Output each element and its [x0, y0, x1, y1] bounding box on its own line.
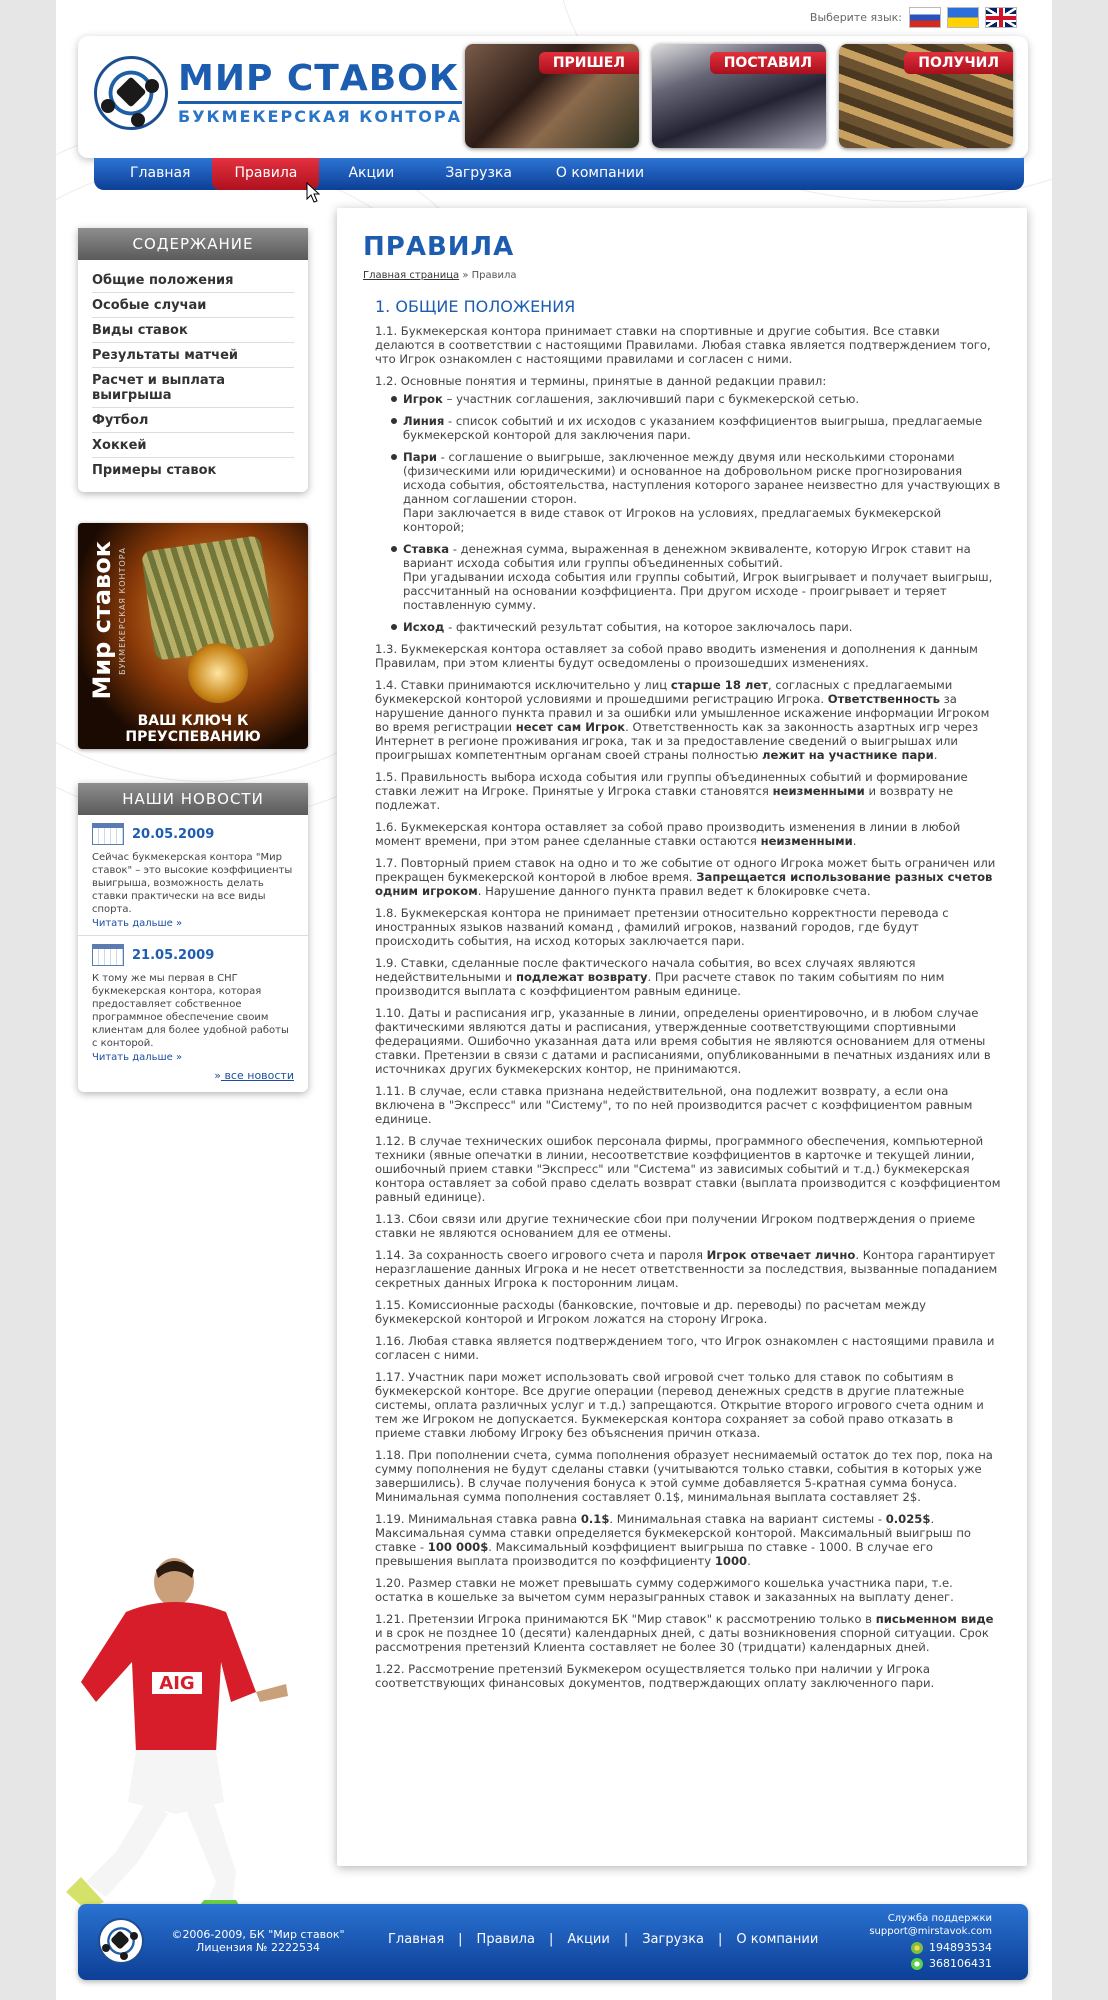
language-label: Выберите язык:: [809, 11, 902, 24]
breadcrumb: [363, 270, 1001, 281]
rule-1-12: 1.12. В случае технических ошибок персонала фирмы, программного обеспечения, компьютерной техники (явные опечатки в линии, несоответствие коэффициентов в карточке и текущей линии, ошибочный прием ставки "Экспресс" или "Система" из зависимых событий и т.д.) букмекерская контора оставляет за собой право сделать возврат ставки (выплата производится с коэффициентом равный единице).: [375, 1134, 1001, 1204]
calendar-icon: [92, 944, 124, 966]
rule-1-14: 1.14. За сохранность своего игрового счета и пароля Игрок отвечает лично. Контора гарантирует неразглашение данных Игрока и не несет ответственности за последствия, вызванные попаданием секретных данных Игрока к посторонним лицам.: [375, 1248, 998, 1290]
support-info: [863, 1912, 992, 1970]
license-text: Лицензия № 2222534: [196, 1941, 320, 1954]
rule-1-20: 1.20. Размер ставки не может превышать сумму содержимого кошелька участника пари, т.е. остатка в кошельке за вычетом сумм неразыгранных ставок и заказанных на выплату денег.: [375, 1576, 954, 1604]
copyright: [168, 1928, 348, 1954]
page-title: ПРАВИЛА: [363, 232, 515, 262]
nav-item-promos[interactable]: Акции: [348, 165, 395, 181]
rule-1-4: 1.4. Ставки принимаются исключительно у лиц старше 18 лет, согласных с предлагаемыми букмекерской конторой условиями и прошедшими регистрацию Игрока. Ответственность за нарушение данного пункта правил и за ошибки или умышленное искажение информации Игроком во время регистрации несет сам Игрок. Ответственность как за законность азартных игр через Интернет в регионе проживания игрока, так и за предоставление сведений о выигрышах или проигрышах компетентным органам своей страны полностью лежит на участнике пари.: [375, 678, 990, 762]
term-name: Исход: [403, 620, 445, 634]
term-name: Пари: [403, 450, 437, 464]
term-item: [403, 620, 1001, 634]
rule-1-5: 1.5. Правильность выбора исхода события или группы объединенных событий и формирование ставки лежит на Игроке. Принятые у Игрока ставки становятся неизменными и возврату не подлежат.: [375, 770, 968, 812]
header: [78, 36, 1028, 158]
soccer-ball-icon: [94, 56, 168, 130]
icq-number[interactable]: 368106431: [929, 1957, 992, 1970]
news-item: [78, 815, 308, 936]
toc-box: [78, 228, 308, 492]
rules-text: [375, 324, 1001, 1690]
news-date: 20.05.2009: [132, 826, 215, 842]
ua-flag-icon[interactable]: [948, 8, 978, 27]
toc-title: СОДЕРЖАНИЕ: [78, 228, 308, 260]
support-email[interactable]: support@mirstavok.com: [869, 1926, 992, 1937]
news-item: [78, 936, 308, 1069]
footer-link-about[interactable]: О компании: [736, 1932, 819, 1947]
rule-1-22: 1.22. Рассмотрение претензий Букмекером осуществляется только при наличии у Игрока соответствующих финансовых документов, подтверждающих оплату заключенного пари.: [375, 1662, 935, 1690]
toc-item[interactable]: Футбол: [92, 408, 294, 433]
promo-vertical-title: Мир ставок: [88, 541, 116, 700]
footer-link-promos[interactable]: Акции: [567, 1932, 610, 1947]
logo-title: МИР СТАВОК: [178, 57, 460, 99]
rule-1-1: 1.1. Букмекерская контора принимает ставки на спортивные и другие события. Все ставки делаются в соответствии с настоящими Правилами. Любая ставка является подтверждением того, что Игрок ознакомлен с настоящими правилами и согласен с ними.: [375, 324, 991, 366]
term-item: [403, 414, 1001, 442]
nav-item-home[interactable]: Главная: [130, 165, 191, 181]
banner-label: ПОСТАВИЛ: [710, 52, 826, 74]
term-item: [403, 450, 1001, 534]
page: [56, 0, 1052, 2000]
all-news-link[interactable]: все новости: [224, 1069, 294, 1082]
rule-1-21: 1.21. Претензии Игрока принимаются БК "Мир ставок" к рассмотрению только в письменном виде и в срок не позднее 10 (десяти) календарных дней, с даты возникновения спорной ситуации. Срок рассмотрения претензий Клиента составляет не более 30 (тридцати) календарных дней.: [375, 1612, 994, 1654]
promo-caption: ВАШ КЛЮЧ К ПРЕУСПЕВАНИЮ: [125, 713, 261, 745]
toc-item[interactable]: Результаты матчей: [92, 343, 294, 368]
section-title: 1. ОБЩИЕ ПОЛОЖЕНИЯ: [375, 297, 576, 316]
toc-item[interactable]: Примеры ставок: [92, 463, 217, 478]
money-stack-icon: [141, 535, 275, 661]
breadcrumb-home-link[interactable]: Главная страница: [363, 270, 460, 281]
banner-came[interactable]: [465, 44, 639, 148]
rule-1-8: 1.8. Букмекерская контора не принимает претензии относительно корректности перевода с иностранных языков названий команд , фамилий игроков, названий городов, где будут происходить события, на исход которых заключается пари.: [375, 906, 949, 948]
news-text: Сейчас букмекерская контора "Мир ставок" – это высокие коэффициенты выигрыша, возможность делать ставки практически на все виды спорта.: [92, 852, 293, 915]
rule-1-6: 1.6. Букмекерская контора оставляет за собой право производить изменения в линии в любой момент времени, при этом ранее сделанные ставки остаются неизменными.: [375, 820, 961, 848]
nav-item-about[interactable]: О компании: [555, 165, 645, 181]
rule-1-18: 1.18. При пополнении счета, сумма пополнения образует неснимаемый остаток до тех пор, пока на сумму пополнения не будут сделаны ставки (учитываются только ставки, события в которых уже завершились). В случае получения бонуса к этой сумме добавляется 5-кратная сумма бонуса. Минимальная сумма пополнения составляет 0.1$, минимальная выплата составляет 2$.: [375, 1448, 993, 1504]
rule-1-16: 1.16. Любая ставка является подтверждением того, что Игрок ознакомлен с настоящими правила и согласен с ними.: [375, 1334, 995, 1362]
icq-flower-icon: [911, 1958, 923, 1970]
language-selector: [810, 8, 1016, 27]
term-item: [403, 392, 1001, 406]
toc-item[interactable]: Общие положения: [92, 268, 294, 293]
main-nav: [94, 158, 1024, 190]
term-def: - список событий и их исходов с указанием коэффициентов выигрыша, предлагаемые букмекерской конторой для заключения пари.: [403, 414, 983, 442]
footer-link-rules[interactable]: Правила: [476, 1932, 535, 1947]
icq-flower-icon: [911, 1942, 923, 1954]
news-date: 21.05.2009: [132, 947, 215, 963]
logo[interactable]: [94, 56, 462, 130]
rule-1-3: 1.3. Букмекерская контора оставляет за собой право вводить изменения и дополнения к данным Правилам, при этом клиенты будут осведомлены о произошедших изменениях.: [375, 642, 978, 670]
breadcrumb-current: Правила: [471, 270, 517, 281]
rule-1-10: 1.10. Даты и расписания игр, указанные в линии, определены ориентировочно, и в любом случае фактическими являются даты и расписания, утвержденные соответствующими спортивными федерациями. Ошибочно указанная дата или время события не являются основанием для отмены ставки. Претензии в связи с датами и расписаниями, опубликованными в печатных изданиях или в источниках других букмекерских контор, не принимаются.: [375, 1006, 991, 1076]
term-def: - фактический результат события, на которое заключалось пари.: [444, 620, 853, 634]
nav-item-download[interactable]: Загрузка: [445, 165, 512, 181]
term-item: [403, 542, 1001, 612]
term-def: – участник соглашения, заключивший пари с букмекерской сетью.: [442, 392, 860, 406]
rule-1-19: 1.19. Минимальная ставка равна 0.1$. Минимальная ставка на вариант системы - 0.025$. Максимальная сумма ставки определяется букмекерской конторой. Максимальный выигрыш по ставке - 100 000$. Максимальный коэффициент выигрыша по ставке - 1000. В случае его превышения выплата производится по коэффициенту 1000.: [375, 1512, 972, 1568]
rule-1-15: 1.15. Комиссионные расходы (банковские, почтовые и др. переводы) по расчетам между букмекерской конторой и Игроком ложатся на сторону Игрока.: [375, 1298, 926, 1326]
toc-item[interactable]: Расчет и выплата выигрыша: [92, 368, 294, 408]
all-news-prefix: »: [214, 1069, 221, 1082]
read-more-link[interactable]: Читать дальше »: [92, 918, 183, 929]
support-label: Служба поддержки: [887, 1913, 992, 1924]
banner-received[interactable]: [839, 44, 1013, 148]
footer-link-download[interactable]: Загрузка: [642, 1932, 705, 1947]
term-name: Ставка: [403, 542, 450, 556]
banner-bet[interactable]: [652, 44, 826, 148]
rule-1-13: 1.13. Сбои связи или другие технические сбои при получении Игроком подтверждения о приеме ставки не являются основанием для ее отмены.: [375, 1212, 976, 1240]
read-more-link[interactable]: Читать дальше »: [92, 1052, 183, 1063]
mouse-cursor-icon: [306, 182, 322, 204]
breadcrumb-separator: »: [462, 270, 469, 281]
logo-subtitle: БУКМЕКЕРСКАЯ КОНТОРА: [178, 101, 462, 126]
rule-1-11: 1.11. В случае, если ставка признана недействительной, она подлежит возврату, а если она включена в "Экспресс" или "Систему", то по ней производится расчет с коэффициентом равным единице.: [375, 1084, 973, 1126]
footer-link-home[interactable]: Главная: [388, 1932, 445, 1947]
football-player-image: [56, 1552, 336, 1912]
main-content: [337, 208, 1027, 1866]
rule-1-9: 1.9. Ставки, сделанные после фактического начала события, во всех случаях являются недействительными и подлежат возврату. При расчете ставок по таким событиям по ним производится выплата с коэффициентом равным единице.: [375, 956, 945, 998]
gb-flag-icon[interactable]: [986, 8, 1016, 27]
soccer-ball-icon: [98, 1918, 144, 1964]
term-def: - соглашение о выигрыше, заключенное между двумя или несколькими сторонами (физическими или юридическими) и основанное на добровольном риске прогнозирования исхода события, обстоятельства, наступления которого заранее неизвестно для участвующих в данном соглашении сторон.: [403, 450, 1001, 506]
news-box: [78, 783, 308, 1092]
copyright-text: ©2006-2009, БК "Мир ставок": [171, 1928, 345, 1941]
toc-item[interactable]: Особые случаи: [92, 293, 294, 318]
toc-item[interactable]: Виды ставок: [92, 318, 294, 343]
term-name: Игрок: [403, 392, 443, 406]
promo-vertical-subtitle: БУКМЕКЕРСКАЯ КОНТОРА: [118, 547, 127, 675]
toc-item[interactable]: Хоккей: [92, 433, 294, 458]
ru-flag-icon[interactable]: [910, 8, 940, 27]
rule-1-7: 1.7. Повторный прием ставок на одно и то же событие от одного Игрока может быть ограничен или прекращен букмекерской конторой в любое время. Запрещается использование разных счетов одним игроком. Нарушение данного пункта правил ведет к блокировке счета.: [375, 856, 996, 898]
promo-banner[interactable]: [78, 523, 308, 749]
news-text: К тому же мы первая в СНГ букмекерская контора, которая предоставляет собственное программное обеспечение своим клиентам для более удобной работы с конторой.: [92, 973, 289, 1049]
calendar-icon: [92, 823, 124, 845]
banner-label: ПРИШЕЛ: [539, 52, 639, 74]
footer: [78, 1904, 1028, 1980]
toc-list: [78, 260, 308, 492]
footer-nav: Главная | Правила | Акции | Загрузка | О компании: [388, 1932, 819, 1947]
term-extra: При угадывании исхода события или группы событий, Игрок выигрывает и получает выигрыш, рассчитанный на основании коэффициента. При другом исходе - проигрывает и теряет поставленную сумму.: [403, 570, 993, 612]
padlock-icon: [188, 643, 248, 703]
terms-list: [375, 392, 1001, 634]
term-extra: Пари заключается в виде ставок от Игроков на условиях, предлагаемых букмекерской конторой;: [403, 506, 942, 534]
banner-label: ПОЛУЧИЛ: [904, 52, 1013, 74]
news-title: НАШИ НОВОСТИ: [78, 783, 308, 815]
nav-item-rules[interactable]: Правила: [212, 158, 319, 190]
rule-1-2: 1.2. Основные понятия и термины, принятые в данной редакции правил:: [375, 374, 827, 388]
shirt-sponsor-text: AIG: [159, 1673, 195, 1694]
term-def: - денежная сумма, выраженная в денежном эквиваленте, которую Игрок ставит на вариант исхода события или группы объединенных событий.: [403, 542, 971, 570]
term-name: Линия: [403, 414, 445, 428]
icq-number[interactable]: 194893534: [929, 1941, 992, 1954]
all-news-row: [78, 1069, 308, 1092]
rule-1-17: 1.17. Участник пари может использовать свой игровой счет только для ставок по событиям в букмекерской конторе. Все другие операции (перевод денежных средств в другие платежные системы, оплата различных услуг и т.д.) запрещаются. Открытие второго игрового счета одним и тем же Игроком не допускается. Букмекерская контора сохраняет за собой право отказать в приеме ставки любому Игроку без объяснения причин отказа.: [375, 1370, 984, 1440]
